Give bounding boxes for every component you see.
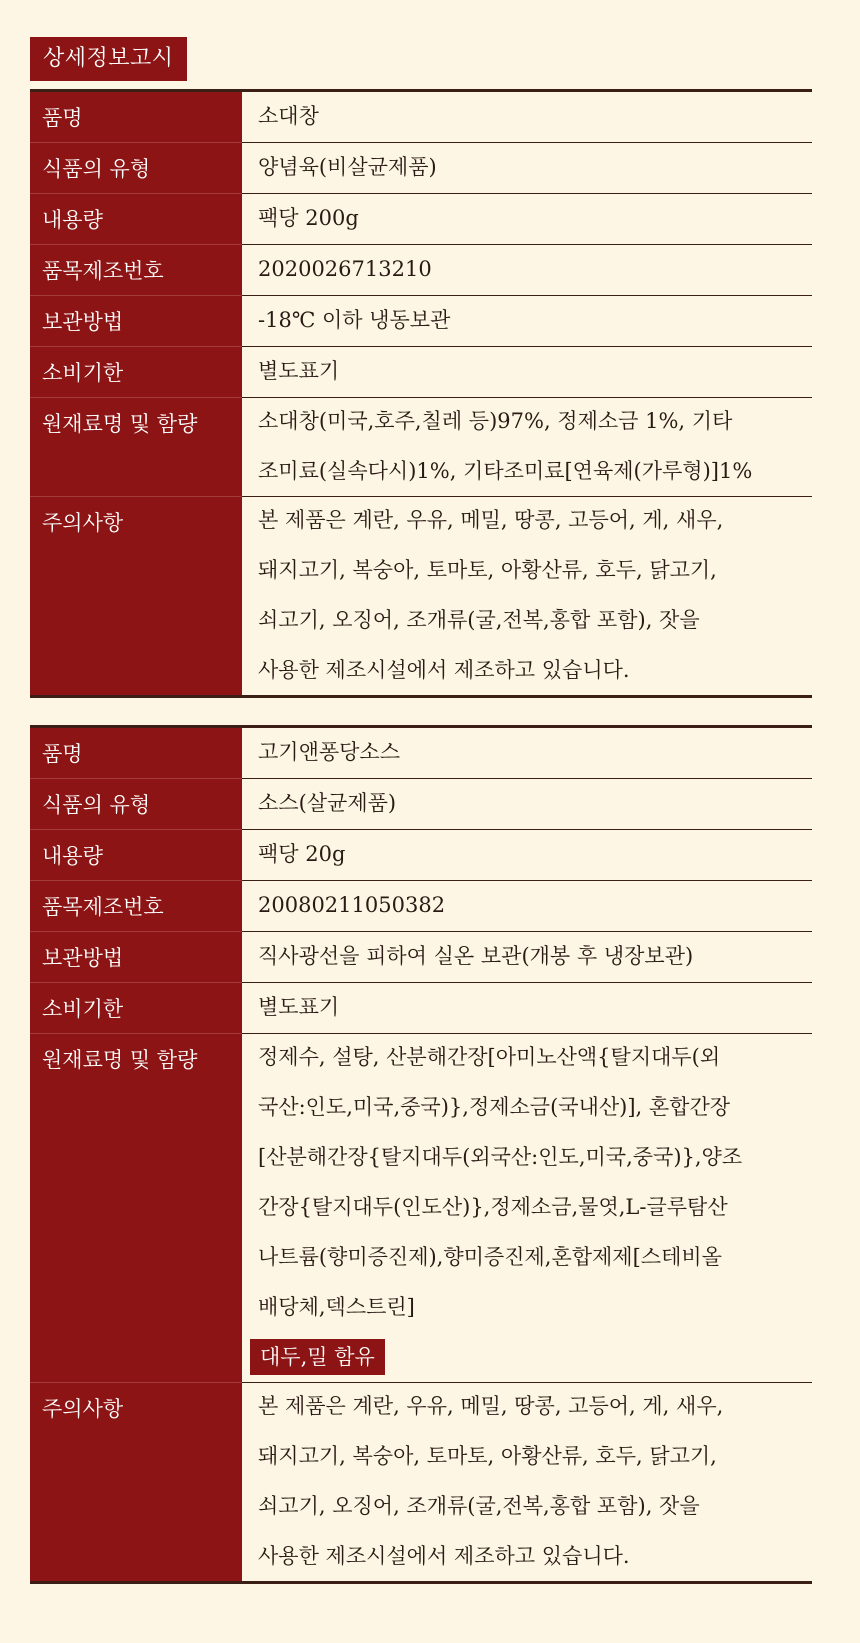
row-value xyxy=(242,932,812,983)
table-row xyxy=(30,398,812,497)
value-line: 돼지고기, 복숭아, 토마토, 아황산류, 호두, 닭고기, xyxy=(258,558,717,582)
row-label: 품목제조번호 xyxy=(30,881,242,932)
value-line: [산분해간장{탈지대두(외국산:인도,미국,중국)},양조 xyxy=(258,1145,743,1169)
table-row xyxy=(30,91,812,143)
table-row xyxy=(30,881,812,932)
value-line: 소대창(미국,호주,칠레 등)97%, 정제소금 1%, 기타 xyxy=(258,409,733,433)
table-body xyxy=(30,91,812,697)
row-label: 소비기한 xyxy=(30,983,242,1034)
row-label: 내용량 xyxy=(30,194,242,245)
table-row xyxy=(30,779,812,830)
row-value xyxy=(242,194,812,245)
value-line: 조미료(실속다시)1%, 기타조미료[연육제(가루형)]1% xyxy=(258,459,753,483)
row-label: 품명 xyxy=(30,727,242,779)
row-value xyxy=(242,497,812,697)
row-value xyxy=(242,296,812,347)
table-row xyxy=(30,347,812,398)
table-row xyxy=(30,727,812,779)
row-label: 보관방법 xyxy=(30,296,242,347)
value-line: 나트륨(향미증진제),향미증진제,혼합제제[스테비올 xyxy=(258,1245,722,1269)
row-value xyxy=(242,727,812,779)
row-value xyxy=(242,91,812,143)
row-label: 주의사항 xyxy=(30,1383,242,1583)
row-label: 품명 xyxy=(30,91,242,143)
allergen-badge: 대두,밀 함유 xyxy=(250,1339,385,1375)
row-label: 원재료명 및 함량 xyxy=(30,398,242,497)
product-info-table-1 xyxy=(30,89,812,698)
table-row xyxy=(30,143,812,194)
row-value xyxy=(242,983,812,1034)
value-line: -18℃ 이하 냉동보관 xyxy=(258,308,451,332)
value-line: 사용한 제조시설에서 제조하고 있습니다. xyxy=(258,1544,630,1568)
row-value xyxy=(242,881,812,932)
table-row xyxy=(30,932,812,983)
row-value xyxy=(242,398,812,497)
value-line: 별도표기 xyxy=(258,995,340,1019)
value-line: 20080211050382 xyxy=(258,893,446,917)
value-line: 간장{탈지대두(인도산)},정제소금,물엿,L-글루탐산 xyxy=(258,1195,728,1219)
row-label: 원재료명 및 함량 xyxy=(30,1034,242,1383)
value-line: 고기앤퐁당소스 xyxy=(258,740,401,764)
table-row xyxy=(30,497,812,697)
table-row xyxy=(30,194,812,245)
value-line: 국산:인도,미국,중국)},정제소금(국내산)], 혼합간장 xyxy=(258,1095,731,1119)
row-value xyxy=(242,830,812,881)
row-label: 품목제조번호 xyxy=(30,245,242,296)
product-info-table-2 xyxy=(30,725,812,1584)
row-value xyxy=(242,143,812,194)
value-line: 팩당 20g xyxy=(258,842,346,866)
value-line: 사용한 제조시설에서 제조하고 있습니다. xyxy=(258,658,630,682)
table-row xyxy=(30,983,812,1034)
section-title: 상세정보고시 xyxy=(30,37,187,81)
table-row xyxy=(30,296,812,347)
value-line: 정제수, 설탕, 산분해간장[아미노산액{탈지대두(외 xyxy=(258,1045,721,1069)
table-body xyxy=(30,727,812,1583)
row-value xyxy=(242,245,812,296)
value-line: 본 제품은 계란, 우유, 메밀, 땅콩, 고등어, 게, 새우, xyxy=(258,508,724,532)
row-value xyxy=(242,1383,812,1583)
value-line: 돼지고기, 복숭아, 토마토, 아황산류, 호두, 닭고기, xyxy=(258,1444,717,1468)
value-line: 쇠고기, 오징어, 조개류(굴,전복,홍합 포함), 잣을 xyxy=(258,1494,700,1518)
table-row xyxy=(30,1383,812,1583)
row-label: 소비기한 xyxy=(30,347,242,398)
table-row xyxy=(30,1034,812,1383)
table-row xyxy=(30,245,812,296)
row-value xyxy=(242,1034,812,1383)
value-line: 쇠고기, 오징어, 조개류(굴,전복,홍합 포함), 잣을 xyxy=(258,608,700,632)
value-line: 본 제품은 계란, 우유, 메밀, 땅콩, 고등어, 게, 새우, xyxy=(258,1394,724,1418)
value-line: 소스(살균제품) xyxy=(258,791,397,815)
row-value xyxy=(242,779,812,830)
value-line: 소대창 xyxy=(258,104,319,128)
value-line: 팩당 200g xyxy=(258,206,359,230)
table-row xyxy=(30,830,812,881)
row-label: 주의사항 xyxy=(30,497,242,697)
value-line: 별도표기 xyxy=(258,359,340,383)
value-line: 직사광선을 피하여 실온 보관(개봉 후 냉장보관) xyxy=(258,944,694,968)
value-line: 양념육(비살균제품) xyxy=(258,155,437,179)
row-value xyxy=(242,347,812,398)
value-line: 2020026713210 xyxy=(258,257,432,281)
row-label: 내용량 xyxy=(30,830,242,881)
row-label: 식품의 유형 xyxy=(30,779,242,830)
row-label: 보관방법 xyxy=(30,932,242,983)
row-label: 식품의 유형 xyxy=(30,143,242,194)
value-line: 배당체,덱스트린] xyxy=(258,1295,415,1319)
